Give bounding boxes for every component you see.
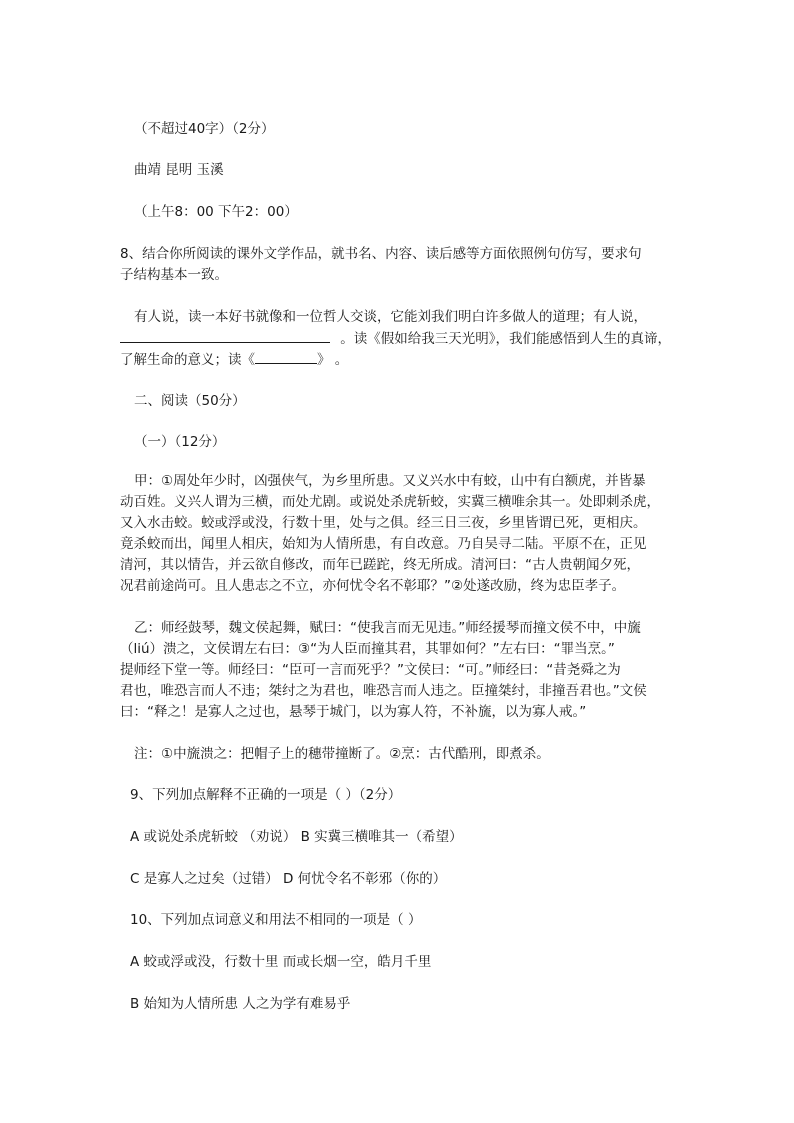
annotation-note: 注：①中旒溃之：把帽子上的穗带撞断了。②烹：古代酷刑，即煮杀。 — [134, 746, 550, 762]
passage-jia-line-6: 况君前途尚可。且人患志之不立，亦何忧令名不彰耶？”②处遂改励，终为忠臣孝子。 — [120, 578, 626, 594]
passage-yi-line-5: 曰：“释之！是寡人之过也，悬琴于城门，以为寡人符，不补旒，以为寡人戒。” — [120, 704, 587, 720]
example-line-3-end: 》 。 — [317, 352, 349, 368]
answer-cities: 曲靖 昆明 玉溪 — [134, 162, 224, 178]
passage-yi-line-2: （liú）溃之，文侯谓左右曰：③“为人臣而撞其君，其罪如何？”左右曰：“罪当烹。” — [120, 641, 615, 657]
passage-jia-line-1: 甲：①周处年少时，凶强侠气，为乡里所患。又义兴水中有蛟，山中有白额虎，并皆暴 — [134, 473, 646, 489]
example-line-3 — [120, 348, 348, 371]
passage-yi-line-1: 乙：师经鼓琴，魏文侯起舞，赋曰：“使我言而无见违。”师经援琴而撞文侯不中，中旒 — [134, 620, 641, 636]
question-10: 10、下列加点词意义和用法不相同的一项是（ ） — [130, 912, 422, 928]
passage-jia-line-3: 又入水击蛟。蛟或浮或没，行数十里，处与之俱。经三日三夜，乡里皆谓已死，更相庆。 — [120, 515, 647, 531]
section-2-heading: 二、阅读（50分） — [134, 393, 246, 409]
question-8-line-1: 8、结合你所阅读的课外文学作品，就书名、内容、读后感等方面依照例句仿写，要求句 — [120, 246, 642, 262]
subsection-1-heading: （一）（12分） — [134, 434, 226, 450]
example-line-3-text: 了解生命的意义；读《 — [120, 352, 255, 368]
example-line-2-text: 。读《假如给我三天光明》，我们能感悟到人生的真谛， — [340, 331, 672, 347]
question-8-line-2: 子结构基本一致。 — [120, 267, 228, 283]
passage-jia-line-5: 清河，其以情告，并云欲自修改，而年已蹉跎，终无所成。清河曰：“古人贵朝闻夕死， — [120, 557, 640, 573]
passage-jia-line-2: 动百姓。义兴人谓为三横，而处尤剧。或说处杀虎斩蛟，实冀三横唯余其一。处即刺杀虎， — [120, 494, 660, 510]
answer-times: （上午8：00 下午2：00） — [134, 204, 298, 220]
instruction-text: （不超过40字）（2分） — [134, 121, 275, 137]
book-title-blank[interactable] — [255, 348, 317, 364]
passage-yi-line-4: 君也，唯恐言而人不违；桀纣之为君也，唯恐言而人违之。臣撞桀纣，非撞吾君也。”文侯 — [120, 683, 647, 699]
question-10-option-a: A 蛟或浮或没，行数十里 而或长烟一空，皓月千里 — [130, 954, 432, 970]
question-9: 9、下列加点解释不正确的一项是（ ）（2分） — [130, 787, 402, 803]
fill-in-blank[interactable] — [120, 327, 330, 343]
question-9-options-cd: C 是寡人之过矣（过错） D 何忧令名不彰邪（你的） — [130, 871, 447, 887]
passage-jia-line-4: 竟杀蛟而出，闻里人相庆，始知为人情所患，有自改意。乃自吴寻二陆。平原不在，正见 — [120, 536, 647, 552]
example-line-2 — [120, 327, 671, 350]
question-9-options-ab: A 或说处杀虎斩蛟 （劝说） B 实冀三横唯其一（希望） — [130, 829, 463, 845]
passage-yi-line-3: 提师经下堂一等。师经曰：“臣可一言而死乎？”文侯曰：“可。”师经曰：“昔尧舜之为 — [120, 662, 621, 678]
example-line-1: 有人说，读一本好书就像和一位哲人交谈，它能刘我们明白许多做人的道理；有人说， — [134, 309, 647, 325]
question-10-option-b: B 始知为人情所患 人之为学有难易乎 — [130, 996, 351, 1012]
